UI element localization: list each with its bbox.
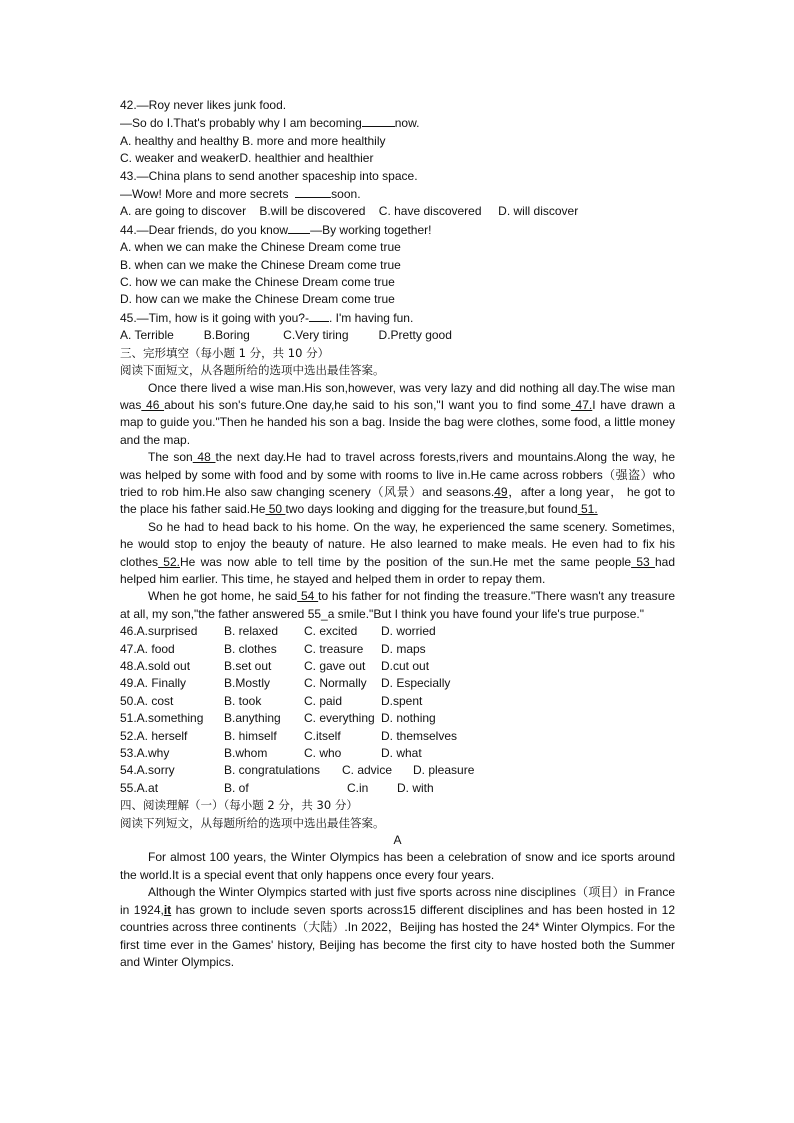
option-48-c: C. gave out [304, 659, 366, 673]
q43-options: A. are going to discover B.will be discovered C. have discovered D. will discover [120, 204, 579, 219]
option-50-d: D.spent [381, 693, 423, 708]
cloze-p3-text-b: He was now able to tell time by the position of the sun.He met the same people [179, 554, 632, 569]
q43-line2-end: soon. [331, 187, 361, 202]
option-row-54 [120, 762, 675, 779]
cloze-p1-text-a: Once there lived a wise man.His son,however, was very lazy and did nothing all day.The wise man was [120, 380, 675, 412]
reading-p2-text-b: has grown to include seven sports across15 different disciplines and has been hosted in 12 countries across three continents（大陆）.In 2022，Beijing has hosted the 24* Winter Olympics. For the first time ever in the Games' history, Beijing has become the first city to have hosted both the Summer and Winter Olympics. [120, 902, 676, 969]
reading-paragraph-2 [120, 884, 675, 971]
cloze-p1-text-b: about his son's future.One day,he said to his son,"I want you to find some [164, 397, 571, 412]
q43-blank[interactable] [295, 185, 331, 198]
q45-stem [120, 309, 675, 327]
option-row-52 [120, 728, 675, 745]
q44-option-d: D. how can we make the Chinese Dream come true [120, 292, 395, 307]
reading-underlined-it: it [163, 902, 172, 917]
option-53-d: D. what [381, 746, 422, 761]
cloze-heading: 三、完形填空（每小题 1 分，共 10 分） [120, 345, 330, 360]
cloze-p3-text-c: had helped him earlier. This time, he stayed and helped them in order to repay them. [120, 554, 676, 586]
cloze-blank-52: 52. [158, 554, 180, 569]
option-55-a: 55.A.at [120, 780, 159, 795]
option-52-a: 52.A. herself [120, 728, 188, 743]
option-50-b: B. took [224, 693, 262, 708]
option-55-c: C.in [347, 780, 369, 795]
option-49-a: 49.A. Finally [120, 676, 187, 691]
passage-label: A [393, 833, 402, 848]
q45-blank[interactable] [309, 309, 329, 322]
q42-blank[interactable] [362, 114, 395, 127]
option-row-53 [120, 745, 675, 762]
q44-stem-end: —By working together! [310, 222, 432, 237]
option-row-48 [120, 658, 675, 675]
cloze-blank-50: 50 [265, 502, 286, 517]
q42-options-ab: A. healthy and healthy B. more and more healthily [120, 133, 386, 148]
option-row-51 [120, 710, 675, 727]
option-47-b: B. clothes [224, 641, 277, 656]
option-55-d: D. with [397, 780, 434, 795]
option-49-b: B.Mostly [224, 676, 271, 691]
option-46-d: D. worried [381, 624, 436, 639]
option-53-c: C. who [304, 746, 342, 761]
cloze-paragraph-3 [120, 519, 675, 589]
option-row-55 [120, 780, 675, 797]
cloze-blank-51: 51. [577, 502, 598, 517]
cloze-blank-49: 49 [494, 484, 508, 499]
cloze-p3-text-a: So he had to head back to his home. On the way, he experienced the same scenery. Sometimes, he would stop to enjoy the beauty of nature. He also learned to make meals. He even had to fix his clothes [120, 519, 675, 569]
q42-options-cd: C. weaker and weakerD. healthier and healthier [120, 151, 374, 166]
q44-option-b: B. when can we make the Chinese Dream come true [120, 257, 401, 272]
option-52-d: D. themselves [381, 728, 458, 743]
cloze-blank-46: 46 [141, 397, 165, 412]
cloze-blank-47: 47. [570, 397, 593, 412]
option-51-c: C. everything [304, 711, 375, 726]
option-49-d: D. Especially [381, 676, 451, 691]
option-50-c: C. paid [304, 693, 343, 708]
option-55-b: B. of [224, 780, 249, 795]
cloze-paragraph-2 [120, 449, 675, 519]
option-47-a: 47.A. food [120, 641, 175, 656]
q43-stem: 43.—China plans to send another spaceship into space. [120, 168, 418, 183]
option-row-49 [120, 675, 675, 692]
cloze-p2-text-c: ，after a long year， he got to the place his father said.He [120, 484, 675, 517]
reading-instruction: 阅读下列短文，从每题所给的选项中选出最佳答案。 [120, 815, 385, 830]
option-54-b: B. congratulations [224, 763, 321, 778]
cloze-p2-text-b: the next day.He had to travel across forests,rivers and mountains.Along the way, he was helped by some with food and by some with rooms to live in.He came across robbers（强盗）who tried to rob him.He also saw changing scenery（风景）and seasons. [120, 450, 676, 499]
q42-line2 [120, 114, 675, 132]
cloze-p2-text-a: The son [148, 450, 193, 465]
option-52-c: C.itself [304, 728, 341, 743]
option-47-d: D. maps [381, 641, 426, 656]
q45-stem-end: . I'm having fun. [328, 310, 414, 325]
option-row-47 [120, 641, 675, 658]
option-53-a: 53.A.why [120, 746, 170, 761]
cloze-instruction: 阅读下面短文，从各题所给的选项中选出最佳答案。 [120, 363, 385, 378]
option-48-a: 48.A.sold out [120, 659, 191, 673]
q44-option-a: A. when we can make the Chinese Dream come true [120, 240, 401, 255]
option-51-b: B.anything [224, 711, 281, 726]
cloze-p4-text-b: to his father for not finding the treasure."There wasn't any treasure at all, my son,"the father answered 55_a smile."But I think you have found your life's true purpose." [120, 589, 676, 621]
q42-stem: 42.—Roy never likes junk food. [120, 98, 287, 112]
option-row-50 [120, 693, 675, 710]
option-51-a: 51.A.something [120, 711, 204, 726]
q43-line2-text: —Wow! More and more secrets [120, 187, 296, 202]
cloze-p2-text-d: two days looking and digging for the treasure,but found [285, 502, 578, 517]
option-52-b: B. himself [224, 728, 277, 743]
option-54-a: 54.A.sorry [120, 763, 175, 778]
reading-heading: 四、阅读理解（一）（每小题 2 分，共 30 分） [120, 798, 358, 813]
option-49-c: C. Normally [304, 676, 367, 691]
option-48-d: D.cut out [381, 659, 430, 673]
q45-options: A. Terrible B.Boring C.Very tiring D.Pretty good [120, 328, 452, 343]
q42-line2-end: now. [394, 116, 420, 131]
cloze-options [120, 623, 675, 797]
q44-option-c: C. how we can make the Chinese Dream come true [120, 275, 395, 290]
q45-stem-text: 45.—Tim, how is it going with you?- [120, 310, 309, 325]
cloze-paragraph-4 [120, 588, 675, 623]
option-row-46 [120, 623, 675, 640]
q44-stem [120, 221, 675, 239]
cloze-blank-48: 48 [192, 450, 216, 465]
cloze-blank-53: 53 [631, 554, 655, 569]
q42-line2-text: —So do I.That's probably why I am becoming [120, 116, 362, 131]
option-54-d: D. pleasure [413, 763, 475, 778]
cloze-p1-text-c: I have drawn a map to guide you."Then he handed his son a bag. Inside the bag were clothes, some food, a little money and the map. [120, 397, 676, 447]
option-46-b: B. relaxed [224, 624, 279, 639]
q44-stem-text: 44.—Dear friends, do you know [120, 222, 289, 237]
option-53-b: B.whom [224, 746, 268, 761]
option-46-c: C. excited [304, 624, 358, 639]
option-46-a: 46.A.surprised [120, 624, 198, 639]
option-48-b: B.set out [224, 659, 272, 673]
exam-page [120, 97, 675, 971]
option-54-c: C. advice [342, 763, 393, 778]
reading-paragraph-1: For almost 100 years, the Winter Olympics has been a celebration of snow and ice sports around the world.It is a special event that only happens once every four years. [120, 850, 675, 882]
option-50-a: 50.A. cost [120, 693, 174, 708]
option-47-c: C. treasure [304, 641, 364, 656]
cloze-p4-text-a: When he got home, he said [148, 589, 298, 604]
reading-p2-text-a: Although the Winter Olympics started with just five sports across nine disciplines（项目）in France in 1924, [120, 885, 675, 917]
cloze-blank-54: 54 [297, 589, 319, 604]
q43-line2 [120, 185, 675, 203]
cloze-paragraph-1 [120, 380, 675, 450]
q44-blank[interactable] [288, 221, 310, 234]
option-51-d: D. nothing [381, 711, 436, 726]
